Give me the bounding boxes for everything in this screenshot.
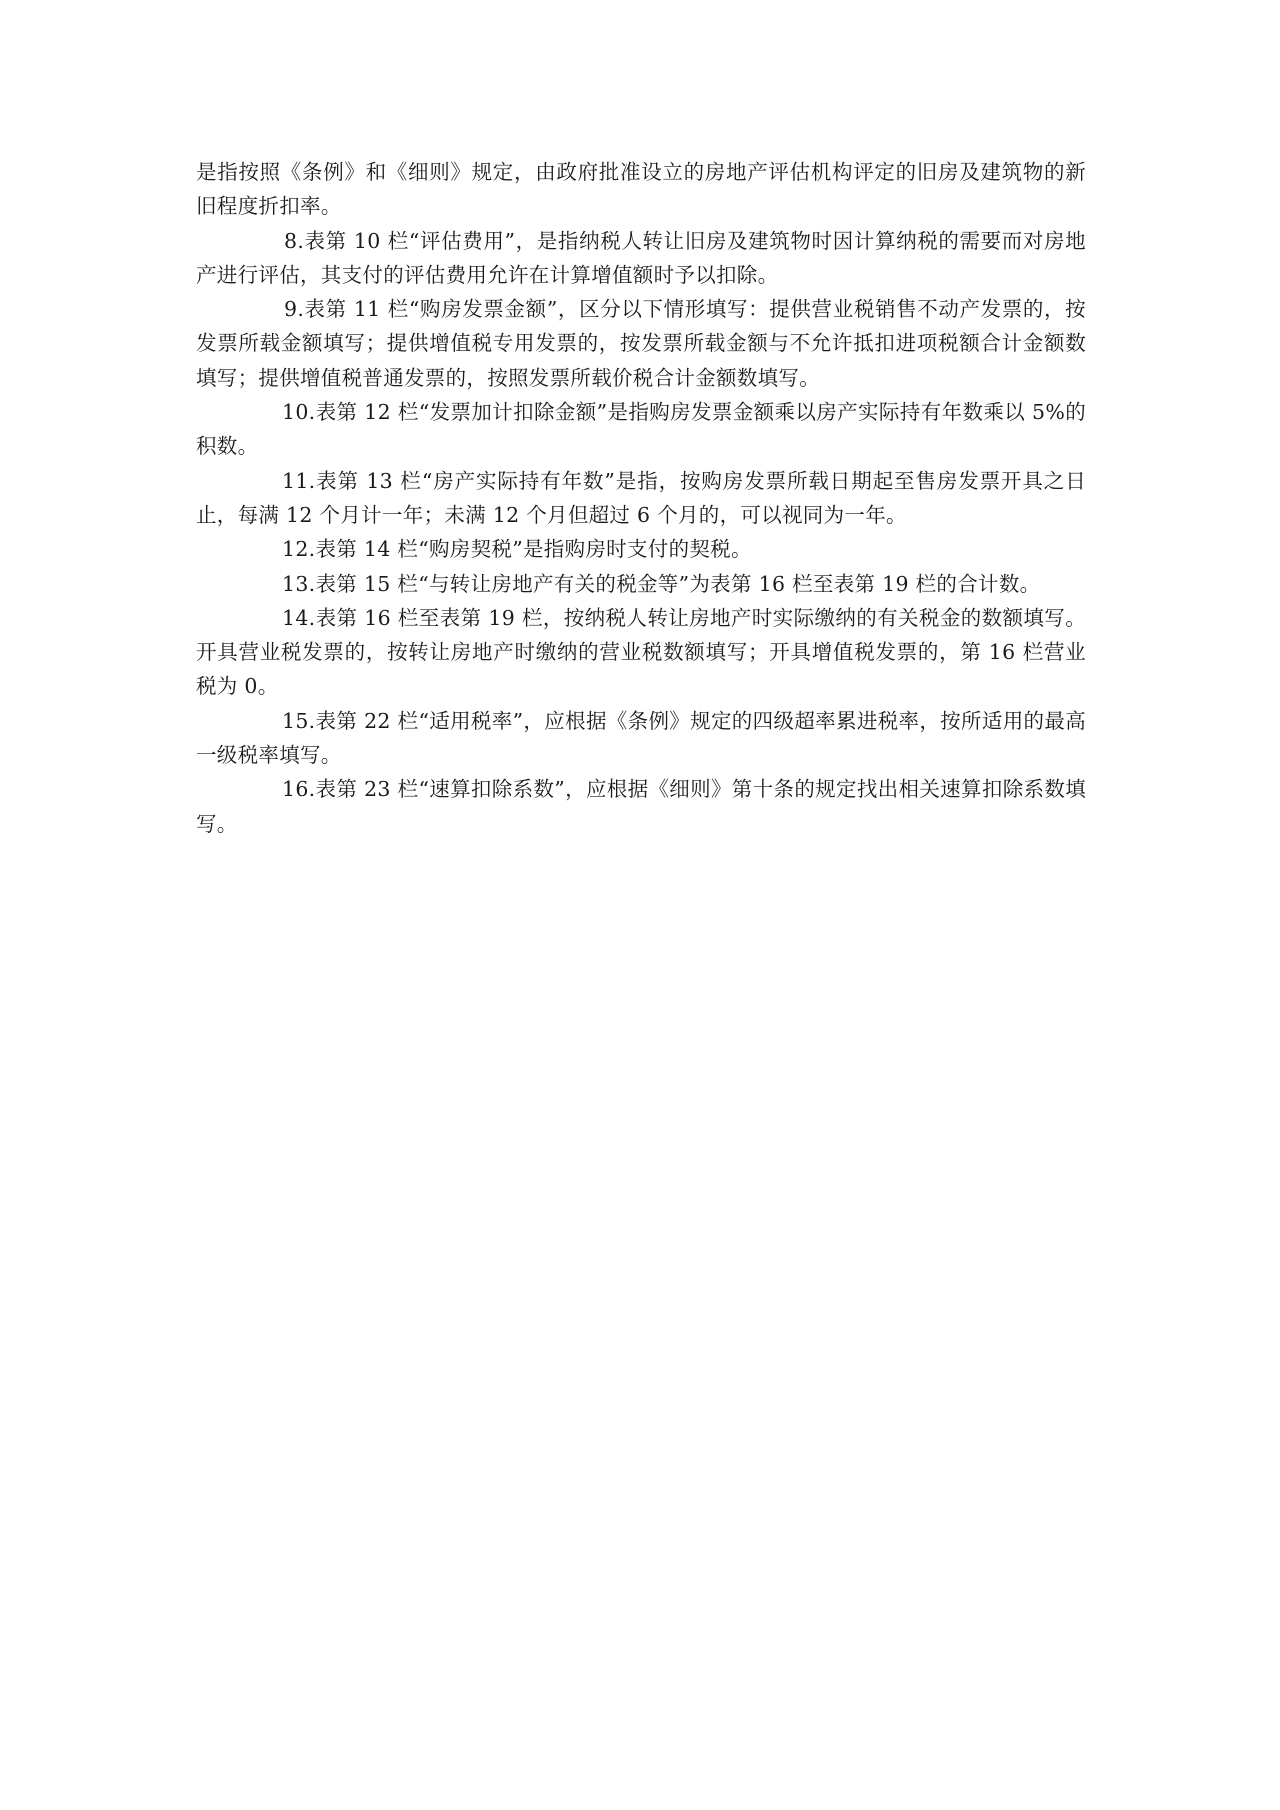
paragraph-item-13: 13.表第 15 栏“与转让房地产有关的税金等”为表第 16 栏至表第 19 栏的合计数。 [282, 571, 1041, 596]
paragraph-item-16: 16.表第 23 栏“速算扣除系数”，应根据《细则》第十条的规定找出相关速算扣除系数填写。 [196, 777, 1086, 836]
paragraph-item-8: 8.表第 10 栏“评估费用”，是指纳税人转让旧房及建筑物时因计算纳税的需要而对房地产进行评估，其支付的评估费用允许在计算增值额时予以扣除。 [196, 228, 1086, 287]
paragraph-item-12: 12.表第 14 栏“购房契税”是指购房时支付的契税。 [282, 537, 752, 562]
document-body [196, 155, 1086, 841]
paragraph-item-14: 14.表第 16 栏至表第 19 栏，按纳税人转让房地产时实际缴纳的有关税金的数额填写。开具营业税发票的，按转让房地产时缴纳的营业税数额填写；开具增值税发票的，第 16 栏营业税为 0。 [196, 605, 1086, 699]
paragraph-continuation: 是指按照《条例》和《细则》规定，由政府批准设立的房地产评估机构评定的旧房及建筑物的新旧程度折扣率。 [196, 160, 1086, 219]
paragraph-item-11: 11.表第 13 栏“房产实际持有年数”是指，按购房发票所载日期起至售房发票开具之日止，每满 12 个月计一年；未满 12 个月但超过 6 个月的，可以视同为一年。 [196, 468, 1086, 527]
paragraph-item-9: 9.表第 11 栏“购房发票金额”，区分以下情形填写：提供营业税销售不动产发票的，按发票所载金额填写；提供增值税专用发票的，按发票所载金额与不允许抵扣进项税额合计金额数填写；提供增值税普通发票的，按照发票所载价税合计金额数填写。 [196, 297, 1086, 390]
paragraph-item-15: 15.表第 22 栏“适用税率”，应根据《条例》规定的四级超率累进税率，按所适用的最高一级税率填写。 [196, 708, 1086, 768]
paragraph-item-10: 10.表第 12 栏“发票加计扣除金额”是指购房发票金额乘以房产实际持有年数乘以 5%的积数。 [196, 400, 1086, 459]
